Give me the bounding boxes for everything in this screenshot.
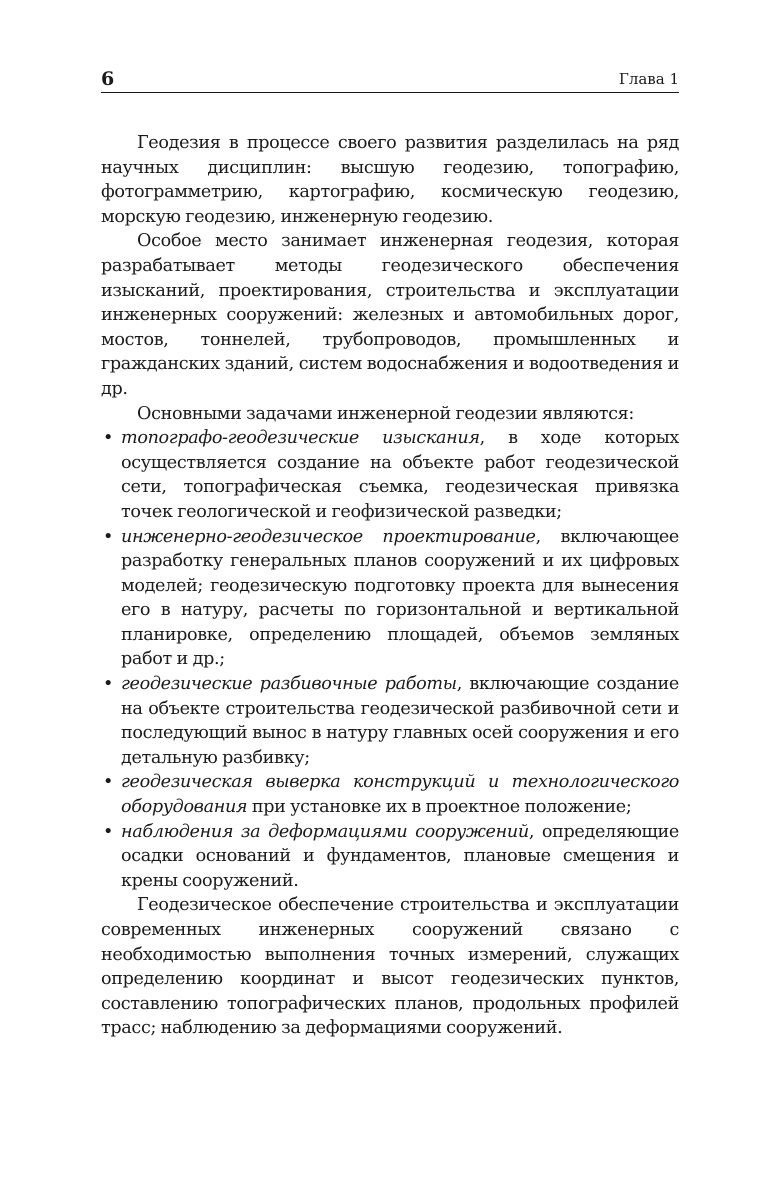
- list-item: [101, 820, 679, 894]
- list-item: [101, 426, 679, 524]
- task-description: , в ходе которых осуществляется создание на объекте работ геодезической сети, топографическая съемка, геодезическая привязка точек геологической и геофизической разведки;: [121, 428, 679, 522]
- tasks-list: [101, 426, 679, 893]
- chapter-title: Глава 1: [618, 70, 679, 88]
- list-item: [101, 672, 679, 770]
- book-page: [101, 60, 679, 1041]
- task-term: геодезические разбивочные работы: [121, 674, 457, 695]
- paragraph-geodetic-support: Геодезическое обеспечение строительства и эксплуатации современных инженерных сооружений связано с необходимостью выполнения точных измерений, служащих определению координат и высот геодезических пунктов, составлению топографических планов, продольных профилей трасс; наблюдению за деформациями сооружений.: [101, 895, 679, 1039]
- task-term: топографо-геодезические изыскания: [121, 428, 480, 449]
- list-item: [101, 525, 679, 673]
- bullet-icon: •: [103, 821, 114, 842]
- task-description: , включающие создание на объекте строительства геодезической разбивочной сети и последующий вынос в натуру главных осей сооружения и его детальную разбивку;: [121, 674, 679, 768]
- task-term: наблюдения за деформациями сооружений: [121, 821, 529, 842]
- paragraph-geodesy-disciplines: Геодезия в процессе своего развития разделилась на ряд научных дисциплин: высшую геодезию, топографию, фотограмметрию, картографию, космическую геодезию, морскую геодезию, инженерную геодезию.: [101, 133, 679, 227]
- bullet-icon: •: [103, 674, 114, 695]
- paragraph-engineering-geodesy: Особое место занимает инженерная геодезия, которая разрабатывает методы геодезического обеспечения изысканий, проектирования, строительства и эксплуатации инженерных сооружений: железных и автомобильных дорог, мостов, тоннелей, трубопроводов, промышленных и гражданских зданий, систем водоснабжения и водоотведения и др.: [101, 231, 679, 399]
- task-description: , включающее разработку генеральных планов сооружений и их цифровых моделей; геодезическую подготовку проекта для вынесения его в натуру, расчеты по горизонтальной и вертикальной планировке, определению площадей, объемов земляных работ и др.;: [121, 526, 679, 670]
- running-header: [101, 60, 679, 93]
- page-number: 6: [101, 68, 115, 90]
- task-description: , определяющие осадки оснований и фундаментов, плановые смещения и крены сооружений.: [121, 821, 679, 891]
- task-term: инженерно-геодезическое проектирование: [121, 526, 536, 547]
- bullet-icon: •: [103, 772, 114, 793]
- body-text: [101, 131, 679, 1041]
- bullet-icon: •: [103, 526, 114, 547]
- list-item: [101, 770, 679, 819]
- task-description: при установке их в проектное положение;: [247, 797, 632, 818]
- bullet-icon: •: [103, 428, 114, 449]
- task-term: геодезическая выверка конструкций и технологического оборудования: [121, 772, 679, 818]
- paragraph-tasks-intro: Основными задачами инженерной геодезии являются:: [137, 403, 634, 424]
